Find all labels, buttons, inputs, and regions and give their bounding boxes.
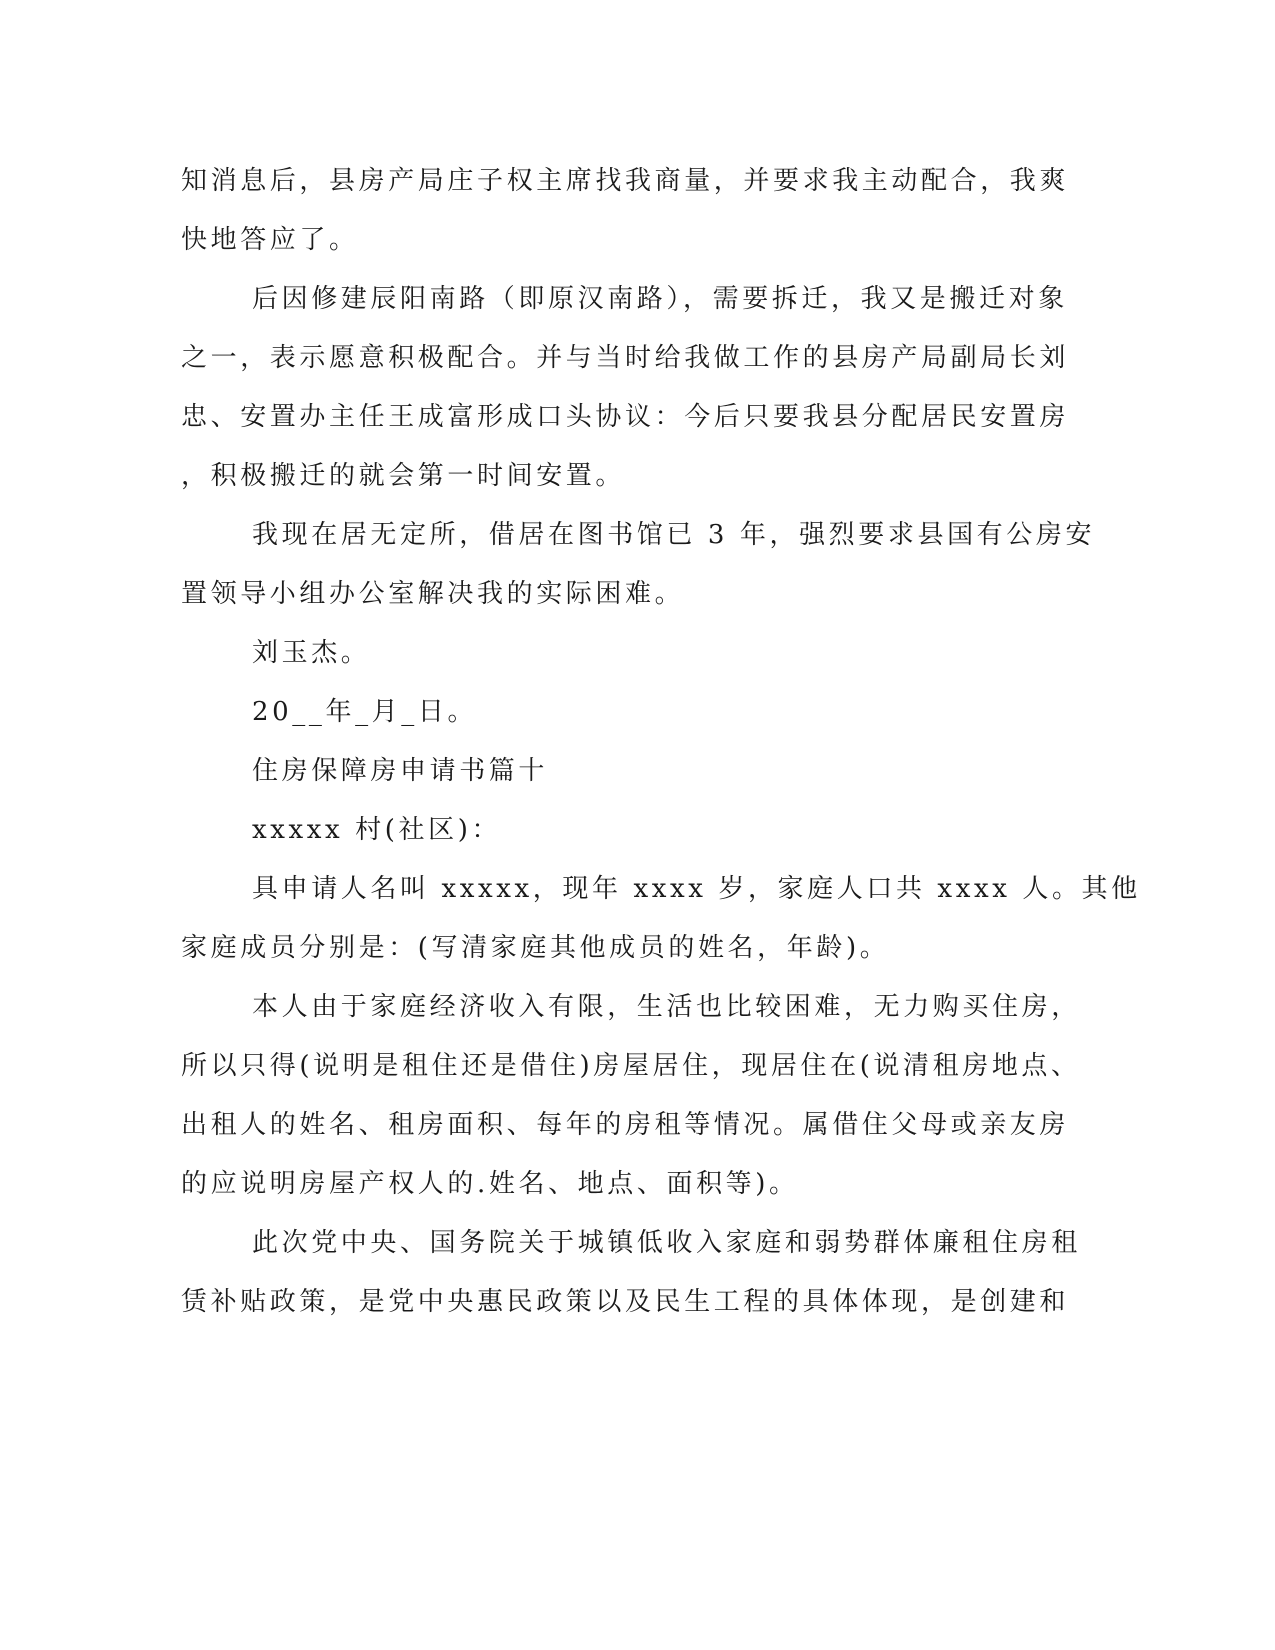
paragraph-start: 此次党中央、国务院关于城镇低收入家庭和弱势群体廉租住房租 (252, 1228, 1081, 1258)
paragraph-start: 具申请人名叫 xxxxx，现年 xxxx 岁，家庭人口共 xxxx 人。其他 (252, 874, 1141, 904)
text-line: ，积极搬迁的就会第一时间安置。 (181, 461, 626, 491)
paragraph-start: 本人由于家庭经济收入有限，生活也比较困难，无力购买住房， (252, 992, 1081, 1022)
text-line: 的应说明房屋产权人的.姓名、地点、面积等)。 (181, 1169, 799, 1199)
text-line: 置领导小组办公室解决我的实际困难。 (181, 579, 685, 609)
text-line: 赁补贴政策，是党中央惠民政策以及民生工程的具体体现，是创建和 (181, 1287, 1070, 1317)
text-line: 之一，表示愿意积极配合。并与当时给我做工作的县房产局副局长刘 (181, 343, 1070, 373)
text-line: 忠、安置办主任王成富形成口头协议：今后只要我县分配居民安置房 (181, 402, 1070, 432)
signature-name: 刘玉杰。 (252, 638, 371, 668)
addressee: xxxxx 村(社区)： (252, 815, 502, 845)
document-body (181, 152, 1141, 1332)
text-line: 知消息后，县房产局庄子权主席找我商量，并要求我主动配合，我爽 (181, 166, 1070, 196)
paragraph-start: 我现在居无定所，借居在图书馆已 3 年，强烈要求县国有公房安 (252, 520, 1096, 550)
text-line: 所以只得(说明是租住还是借住)房屋居住，现居住在(说清租房地点、 (181, 1051, 1081, 1081)
text-line: 出租人的姓名、租房面积、每年的房租等情况。属借住父母或亲友房 (181, 1110, 1070, 1140)
text-line: 家庭成员分别是：(写清家庭其他成员的姓名，年龄)。 (181, 933, 890, 963)
signature-date: 20__年_月_日。 (252, 697, 478, 727)
paragraph-start: 后因修建辰阳南路（即原汉南路），需要拆迁，我又是搬迁对象 (252, 284, 1068, 314)
section-heading: 住房保障房申请书篇十 (252, 756, 549, 786)
text-line: 快地答应了。 (181, 225, 359, 255)
